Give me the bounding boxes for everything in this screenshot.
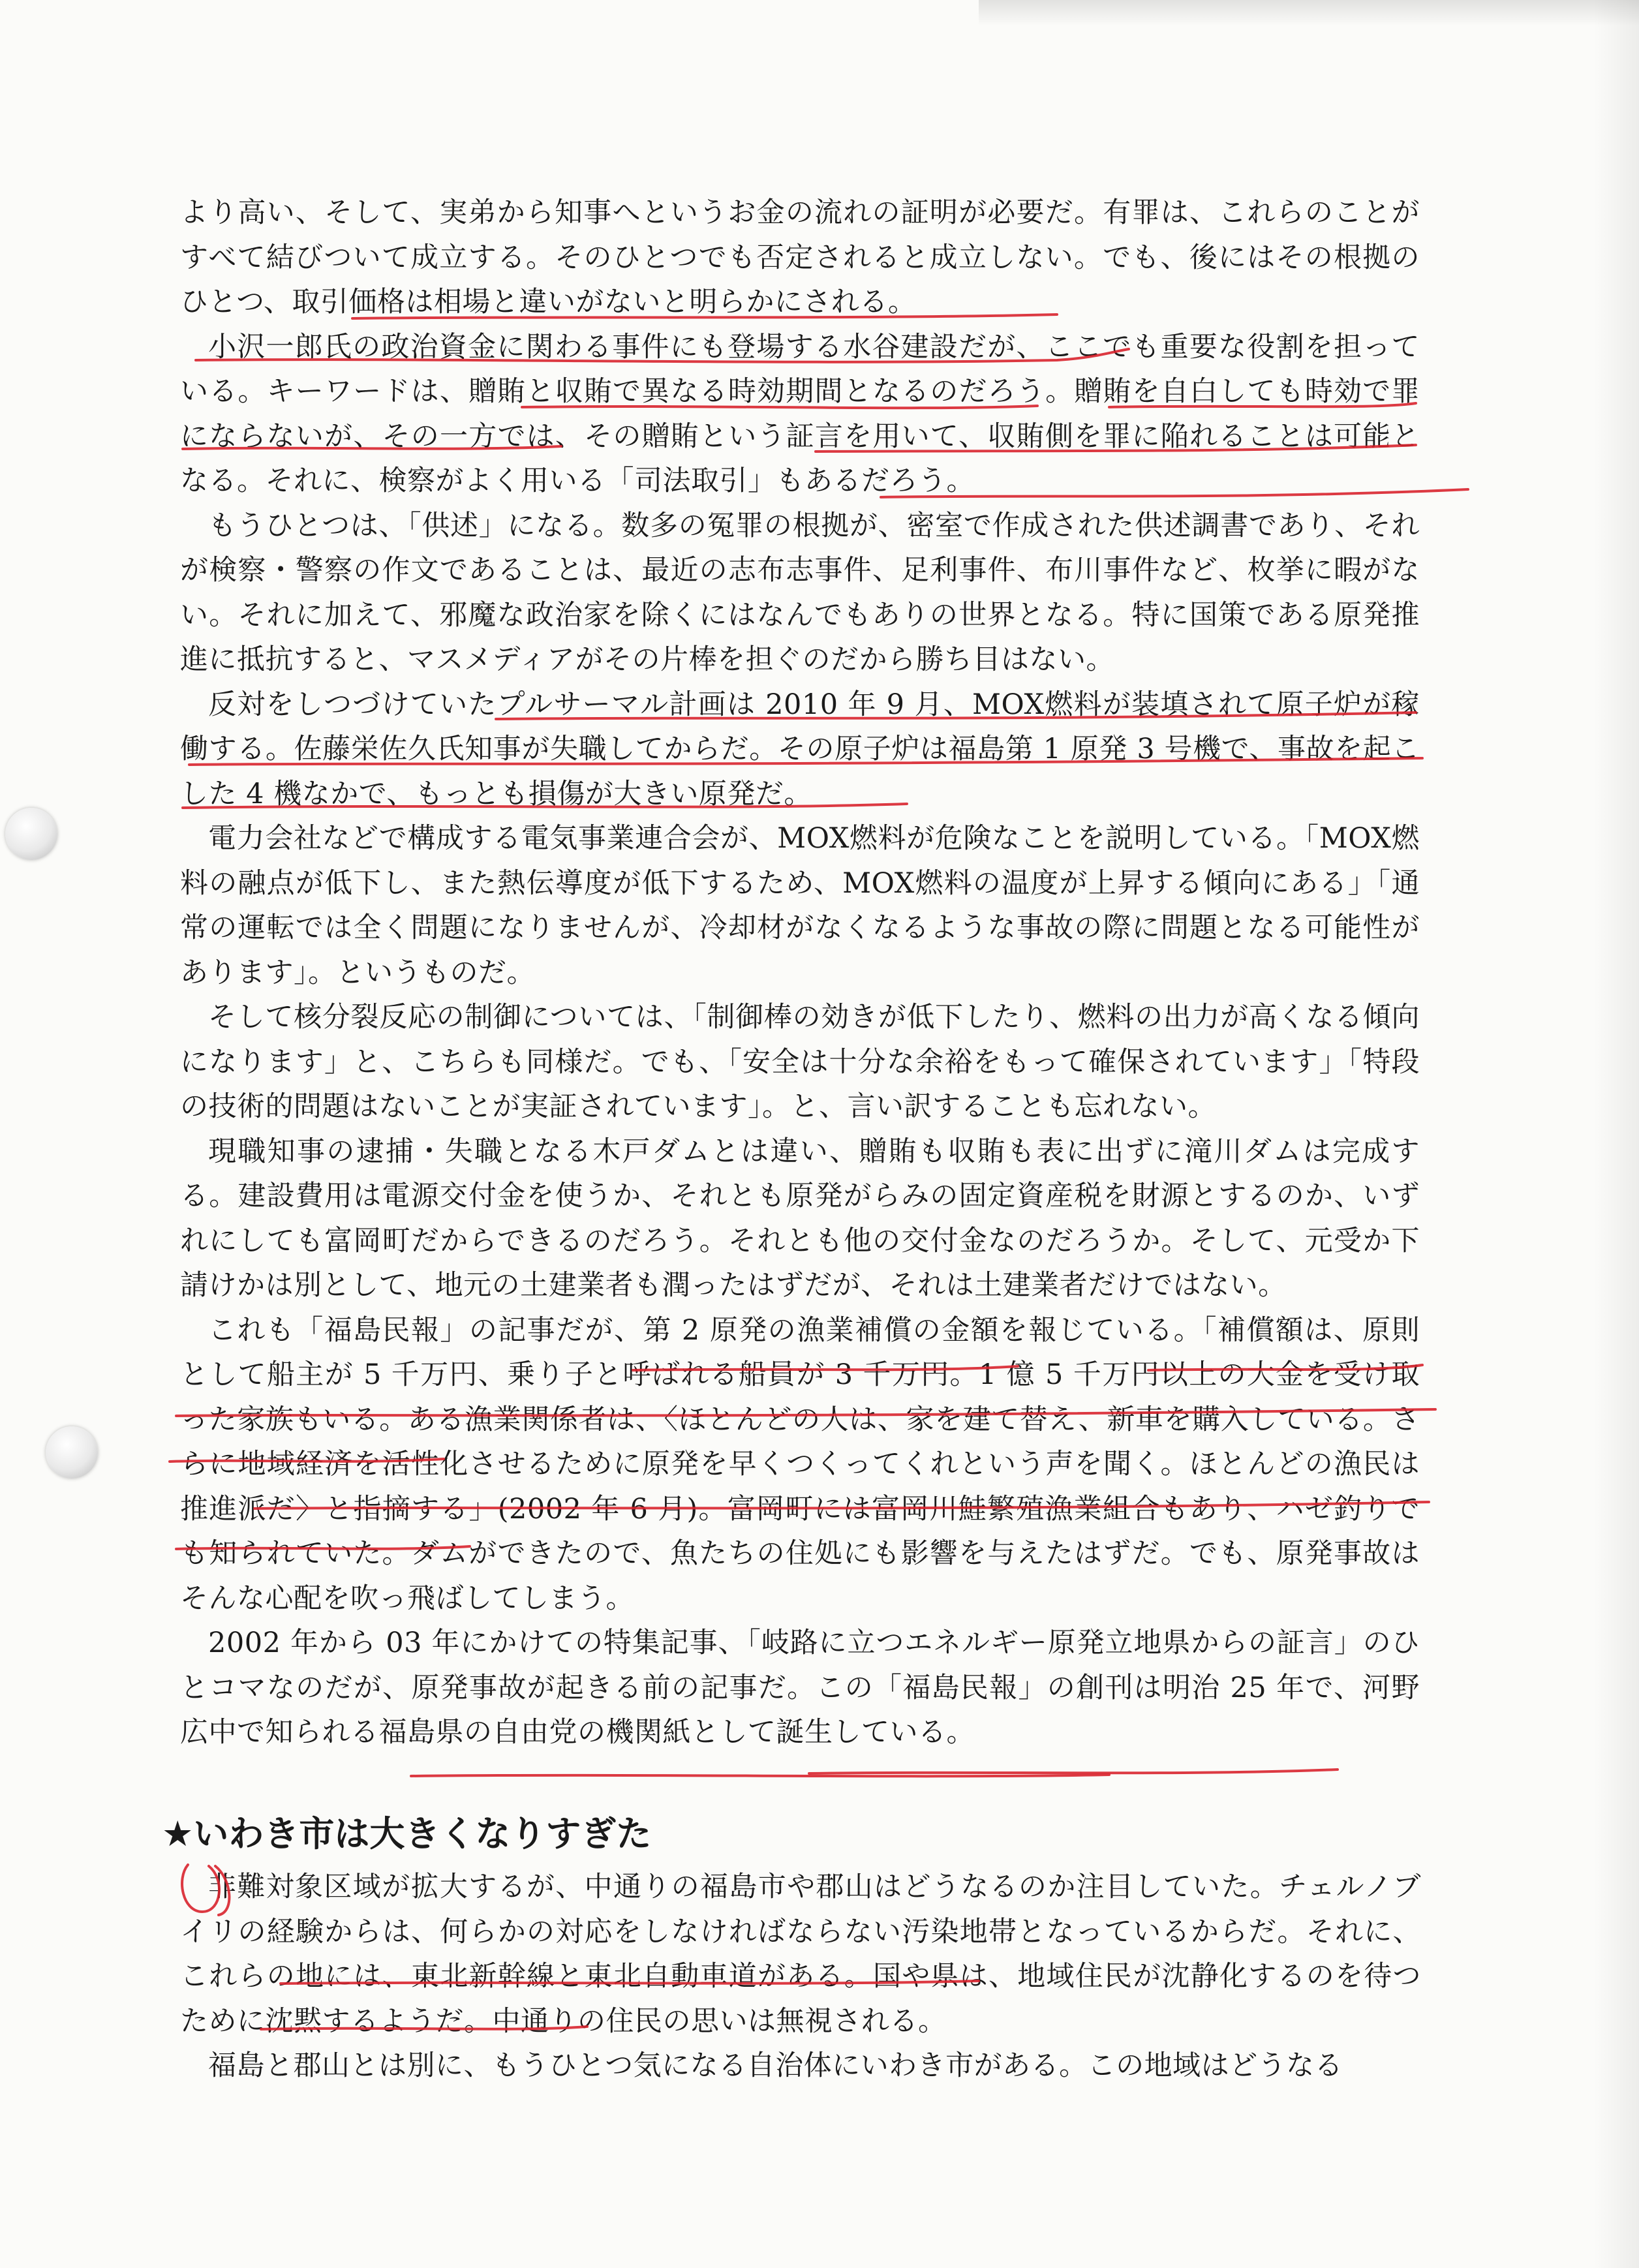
paragraph-5: 電力会社などで構成する電気事業連合会が、MOX燃料が危険なことを説明している。「MOX燃料の融点が低下し、また熱伝導度が低下するため、MOX燃料の温度が上昇する傾向にある」「通常の運転では全く問題になりませんが、冷却材がなくなるような事故の際に問題となる可能性があります」。というものだ。 — [180, 822, 1420, 989]
punch-hole-icon — [46, 1426, 98, 1479]
section-paragraph-2: 福島と郡山とは別に、もうひとつ気になる自治体にいわき市がある。この地域はどうなる — [208, 2049, 1343, 2082]
paragraph-4: 反対をしつづけていたプルサーマル計画は 2010 年 9 月、MOX燃料が装填されて原子炉が稼働する。佐藤栄佐久氏知事が失職してからだ。その原子炉は福島第 1 原発 3 号機で、事故を起こした 4 機なかで、もっとも損傷が大きい原発だ。 — [180, 688, 1420, 810]
punch-hole-icon — [5, 808, 57, 860]
scan-shadow-edge — [1593, 0, 1639, 2268]
red-underline — [411, 1775, 1109, 1776]
red-underline — [809, 1770, 1338, 1773]
section-heading: ★いわき市は大きくなりすぎた — [162, 1813, 652, 1854]
paragraph-1: より高い、そして、実弟から知事へというお金の流れの証明が必要だ。有罪は、これらのことがすべて結びついて成立する。そのひとつでも否定されると成立しない。でも、後にはその根拠のひとつ、取引価格は相場と違いがないと明らかにされる。 — [180, 196, 1420, 318]
scan-top-shadow — [979, 0, 1639, 26]
paragraph-3: もうひとつは、「供述」になる。数多の冤罪の根拠が、密室で作成された供述調書であり、それが検察・警察の作文であることは、最近の志布志事件、足利事件、布川事件など、枚挙に暇がない。それに加えて、邪魔な政治家を除くにはなんでもありの世界となる。特に国策である原発推進に抵抗すると、マスメディアがその片棒を担ぐのだから勝ち目はない。 — [180, 509, 1420, 676]
body-text — [180, 191, 1420, 1755]
paragraph-6: そして核分裂反応の制御については、「制御棒の効きが低下したり、燃料の出力が高くなる傾向になります」と、こちらも同様だ。でも、「安全は十分な余裕をもって確保されています」「特段の技術的問題はないことが実証されています」。と、言い訳することも忘れない。 — [180, 1001, 1420, 1123]
section-paragraph-1: 非難対象区域が拡大するが、中通りの福島市や郡山はどうなるのか注目していた。チェルノブイリの経験からは、何らかの対応をしなければならない汚染地帯となっているからだ。それに、これらの地には、東北新幹線と東北自動車道がある。国や県は、地域住民が沈静化するのを待つために沈黙するようだ。中通りの住民の思いは無視される。 — [180, 1871, 1421, 2038]
section-iwaki — [162, 1810, 1421, 2089]
paragraph-7: 現職知事の逮捕・失職となる木戸ダムとは違い、贈賄も収賄も表に出ずに滝川ダムは完成する。建設費用は電源交付金を使うか、それとも原発がらみの固定資産税を財源とするのか、いずれにしても富岡町だからできるのだろう。それとも他の交付金なのだろうか。そして、元受か下請けかは別として、地元の土建業者も潤ったはずだが、それは土建業者だけではない。 — [180, 1135, 1420, 1302]
paragraph-2: 小沢一郎氏の政治資金に関わる事件にも登場する水谷建設だが、ここでも重要な役割を担っている。キーワードは、贈賄と収賄で異なる時効期間となるのだろう。贈賄を自白しても時効で罪にならないが、その一方では、その贈賄という証言を用いて、収賄側を罪に陥れることは可能となる。それに、検察がよく用いる「司法取引」もあるだろう。 — [180, 330, 1420, 497]
paragraph-8: これも「福島民報」の記事だが、第 2 原発の漁業補償の金額を報じている。「補償額は、原則として船主が 5 千万円、乗り子と呼ばれる船員が 3 千万円。1 億 5 千万円以上の大金を受け取った家族もいる。ある漁業関係者は、〈ほとんどの人は、家を建て替え、新車を購入している。さらに地域経済を活性化させるために原発を早くつくってくれという声を聞く。ほとんどの漁民は推進派だ〉と指摘する」(2002 年 6 月)。富岡町には富岡川鮭繁殖漁業組合もあり、ハゼ釣りでも知られていた。ダムができたので、魚たちの住処にも影響を与えたはずだ。でも、原発事故はそんな心配を吹っ飛ばしてしまう。 — [180, 1313, 1420, 1615]
paragraph-9: 2002 年から 03 年にかけての特集記事、「岐路に立つエネルギー原発立地県からの証言」のひとコマなのだが、原発事故が起きる前の記事だ。この「福島民報」の創刊は明治 25 年で、河野広中で知られる福島県の自由党の機関紙として誕生している。 — [180, 1627, 1420, 1749]
